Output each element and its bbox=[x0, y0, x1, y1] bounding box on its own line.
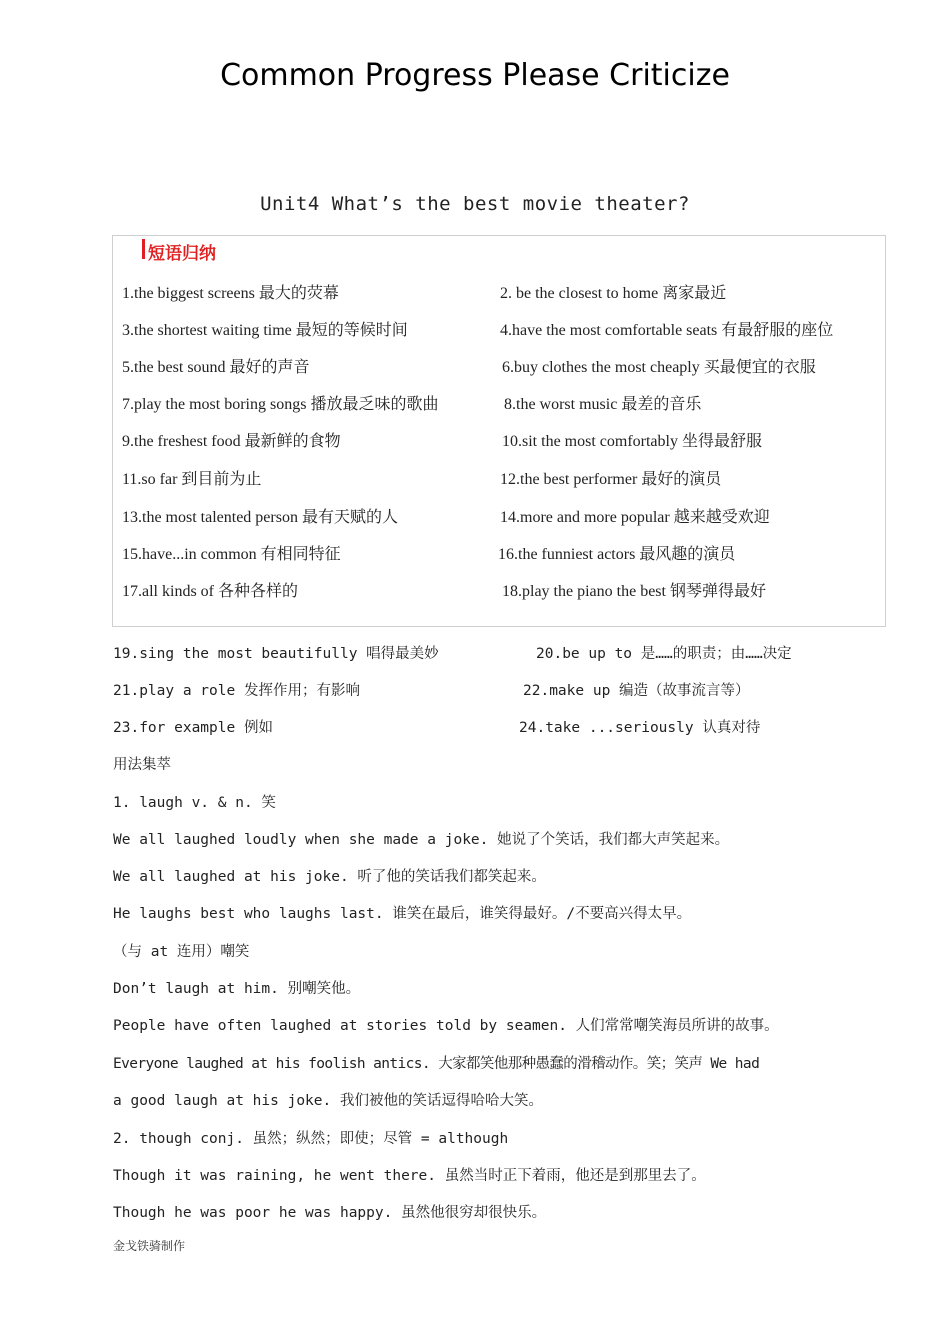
phrase-item: 12.the best performer 最好的演员 bbox=[500, 471, 722, 488]
usage-example: Everyone laughed at his foolish antics. 大家都笑他那种愚蠢的滑稽动作。笑；笑声 We had bbox=[113, 1056, 760, 1072]
phrase-item: 2. be the closest to home 离家最近 bbox=[500, 285, 727, 302]
document-header-title: Common Progress Please Criticize bbox=[220, 58, 730, 93]
phrase-item: 17.all kinds of 各种各样的 bbox=[122, 583, 298, 600]
phrase-item: 1.the biggest screens 最大的荧幕 bbox=[122, 285, 339, 302]
phrase-item: 3.the shortest waiting time 最短的等候时间 bbox=[122, 322, 408, 339]
phrase-item: 23.for example 例如 bbox=[113, 720, 273, 736]
usage-example: a good laugh at his joke. 我们被他的笑话逗得哈哈大笑。 bbox=[113, 1093, 543, 1109]
phrase-item: 22.make up 编造（故事流言等） bbox=[523, 683, 750, 699]
unit-title: Unit4 What’s the best movie theater? bbox=[260, 193, 690, 215]
phrase-item: 6.buy clothes the most cheaply 买最便宜的衣服 bbox=[502, 359, 816, 376]
phrase-item: 16.the funniest actors 最风趣的演员 bbox=[498, 546, 736, 563]
phrase-item: 20.be up to 是……的职责；由……决定 bbox=[536, 646, 792, 662]
usage-entry-title: 1. laugh v. & n. 笑 bbox=[113, 795, 276, 811]
phrase-item: 15.have...in common 有相同特征 bbox=[122, 546, 341, 563]
phrase-item: 13.the most talented person 最有天赋的人 bbox=[122, 509, 398, 526]
footer-credit: 金戈铁骑制作 bbox=[113, 1239, 186, 1253]
usage-example: We all laughed loudly when she made a joke. 她说了个笑话，我们都大声笑起来。 bbox=[113, 832, 730, 848]
usage-example: Though he was poor he was happy. 虽然他很穷却很快乐。 bbox=[113, 1205, 547, 1221]
phrase-item: 8.the worst music 最差的音乐 bbox=[504, 396, 702, 413]
phrase-box-title: 短语归纳 bbox=[148, 244, 216, 264]
phrase-item: 4.have the most comfortable seats 有最舒服的座位 bbox=[500, 322, 834, 339]
phrase-item: 14.more and more popular 越来越受欢迎 bbox=[500, 509, 770, 526]
phrase-item: 10.sit the most comfortably 坐得最舒服 bbox=[502, 433, 762, 450]
phrase-item: 18.play the piano the best 钢琴弹得最好 bbox=[502, 583, 766, 600]
phrase-item: 19.sing the most beautifully 唱得最美妙 bbox=[113, 646, 439, 662]
usage-entry-title: 2. though conj. 虽然；纵然；即使；尽管 = although bbox=[113, 1131, 509, 1147]
usage-example: He laughs best who laughs last. 谁笑在最后，谁笑得最好。/不要高兴得太早。 bbox=[113, 906, 692, 922]
phrase-item: 9.the freshest food 最新鲜的食物 bbox=[122, 433, 341, 450]
usage-heading: 用法集萃 bbox=[113, 757, 171, 773]
phrase-item: 24.take ...seriously 认真对待 bbox=[519, 720, 761, 736]
usage-example: We all laughed at his joke. 听了他的笑话我们都笑起来。 bbox=[113, 869, 546, 885]
usage-example: Though it was raining, he went there. 虽然当时正下着雨，他还是到那里去了。 bbox=[113, 1168, 706, 1184]
phrase-item: 11.so far 到目前为止 bbox=[122, 471, 262, 488]
red-marker-bar bbox=[142, 239, 145, 259]
phrase-item: 21.play a role 发挥作用；有影响 bbox=[113, 683, 360, 699]
phrase-item: 5.the best sound 最好的声音 bbox=[122, 359, 310, 376]
phrase-item: 7.play the most boring songs 播放最乏味的歌曲 bbox=[122, 396, 439, 413]
usage-note: （与 at 连用）嘲笑 bbox=[113, 944, 250, 960]
usage-example: People have often laughed at stories told by seamen. 人们常常嘲笑海员所讲的故事。 bbox=[113, 1018, 779, 1034]
usage-example: Don’t laugh at him. 别嘲笑他。 bbox=[113, 981, 361, 997]
